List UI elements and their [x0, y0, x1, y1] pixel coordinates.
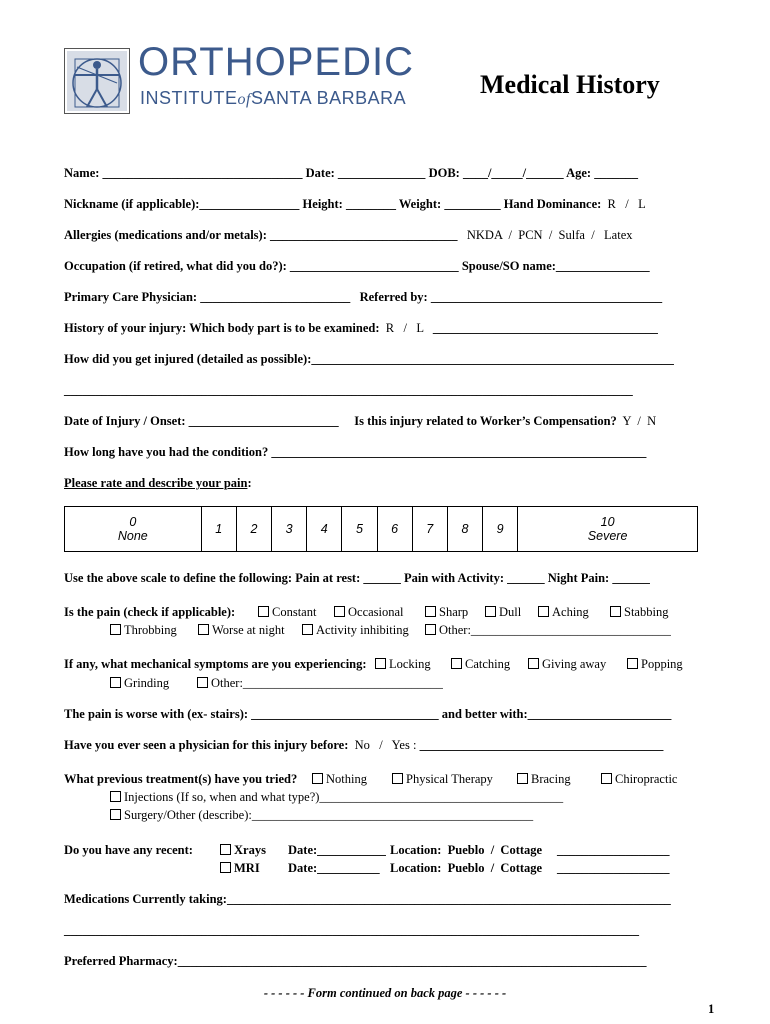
injury-description-line[interactable]: How did you get injured (detailed as possible):__________________________________________________________: [64, 352, 674, 366]
allergies-line[interactable]: Allergies (medications and/or metals): ______________________________ NKDA / PCN / Sulfa / Latex: [64, 228, 633, 242]
seen-physician-line[interactable]: Have you ever seen a physician for this injury before: No / Yes : _______________________________________: [64, 738, 664, 752]
mechanical-other-checkbox[interactable]: [197, 677, 208, 688]
physical-therapy-checkbox[interactable]: [392, 773, 403, 784]
pain-scale-cell-7[interactable]: 7: [412, 507, 447, 552]
medications-continuation[interactable]: ____________________________________________________________________________________________: [64, 923, 639, 937]
xrays-checkbox[interactable]: [220, 844, 231, 855]
popping-checkbox[interactable]: [627, 658, 638, 669]
name-date-dob-age-line[interactable]: Name: ________________________________ Date: ______________ DOB: ____/_____/______ Age: _______: [64, 166, 638, 180]
giving-away-checkbox[interactable]: [528, 658, 539, 669]
pain-scale-cell-9[interactable]: 9: [483, 507, 518, 552]
continued-footer: - - - - - - Form continued on back page - - - - - -: [263, 986, 507, 1000]
occasional-checkbox[interactable]: [334, 606, 345, 617]
treatments-row-1: What previous treatment(s) have you tried? Nothing Physical Therapy Bracing Chiropractic: [64, 772, 678, 786]
bracing-checkbox[interactable]: [517, 773, 528, 784]
injections-checkbox[interactable]: [110, 791, 121, 802]
activity-inhibiting-checkbox[interactable]: [302, 624, 313, 635]
chiropractic-checkbox[interactable]: [601, 773, 612, 784]
recent-imaging-row-1: Do you have any recent: Xrays Date:___________ Location: Pueblo / Cottage __________________: [64, 843, 670, 857]
logo-subtitle: INSTITUTEofSANTA BARBARA: [140, 88, 407, 108]
condition-duration-line[interactable]: How long have you had the condition? ____________________________________________________________: [64, 445, 647, 459]
page-title: Medical History: [480, 70, 660, 99]
injury-history-line[interactable]: History of your injury: Which body part is to be examined: R / L ____________________________________: [64, 321, 658, 335]
nothing-checkbox[interactable]: [312, 773, 323, 784]
pain-scale-cell-0[interactable]: 0 None: [65, 507, 202, 552]
page-number: 1: [708, 1002, 715, 1016]
injury-date-workers-comp-line[interactable]: Date of Injury / Onset: ________________________ Is this injury related to Worker’s Compensation? Y / N: [64, 414, 657, 428]
worse-at-night-checkbox[interactable]: [198, 624, 209, 635]
physician-referred-line[interactable]: Primary Care Physician: ________________________ Referred by: _____________________________________: [64, 290, 663, 304]
vitruvian-man-icon: [65, 49, 129, 113]
mri-checkbox[interactable]: [220, 862, 231, 873]
pain-scale-cell-6[interactable]: 6: [377, 507, 412, 552]
logo-emblem: [64, 48, 130, 114]
stabbing-checkbox[interactable]: [610, 606, 621, 617]
pain-scale-cell-3[interactable]: 3: [272, 507, 307, 552]
locking-checkbox[interactable]: [375, 658, 386, 669]
injury-description-continuation[interactable]: ___________________________________________________________________________________________: [64, 383, 633, 397]
throbbing-checkbox[interactable]: [110, 624, 121, 635]
grinding-checkbox[interactable]: [110, 677, 121, 688]
pain-rating-heading: Please rate and describe your pain:: [64, 476, 252, 490]
occupation-spouse-line[interactable]: Occupation (if retired, what did you do?): ___________________________ Spouse/SO name:_______________: [64, 259, 650, 273]
pain-scale-cell-4[interactable]: 4: [307, 507, 342, 552]
pain-scale-cell-2[interactable]: 2: [236, 507, 271, 552]
sharp-checkbox[interactable]: [425, 606, 436, 617]
constant-checkbox[interactable]: [258, 606, 269, 617]
pain-scale-table: [64, 506, 698, 552]
nickname-height-weight-line[interactable]: Nickname (if applicable):________________ Height: ________ Weight: _________ Hand Dominance: R / L: [64, 197, 646, 211]
dull-checkbox[interactable]: [485, 606, 496, 617]
pain-other-checkbox[interactable]: [425, 624, 436, 635]
pain-scale-cell-5[interactable]: 5: [342, 507, 377, 552]
catching-checkbox[interactable]: [451, 658, 462, 669]
pain-levels-line[interactable]: Use the above scale to define the following: Pain at rest: ______ Pain with Activity: ______ Night Pain: ______: [64, 571, 650, 585]
pain-worse-better-line[interactable]: The pain is worse with (ex- stairs): ______________________________ and better with:_______________________: [64, 707, 672, 721]
pain-type-row-1: Is the pain (check if applicable): Constant Occasional Sharp Dull Aching Stabbing: [64, 605, 669, 619]
pain-scale-cell-8[interactable]: 8: [447, 507, 482, 552]
mechanical-symptoms-row-1: If any, what mechanical symptoms are you experiencing: Locking Catching Giving away Popping: [64, 657, 683, 671]
pain-scale-cell-1[interactable]: 1: [201, 507, 236, 552]
aching-checkbox[interactable]: [538, 606, 549, 617]
surgery-other-checkbox[interactable]: [110, 809, 121, 820]
pain-scale-cell-10[interactable]: 10 Severe: [518, 507, 698, 552]
logo-wordmark: ORTHOPEDIC: [138, 40, 414, 84]
pharmacy-line[interactable]: Preferred Pharmacy:___________________________________________________________________________: [64, 954, 647, 968]
medications-line[interactable]: Medications Currently taking:_______________________________________________________________________: [64, 892, 671, 906]
